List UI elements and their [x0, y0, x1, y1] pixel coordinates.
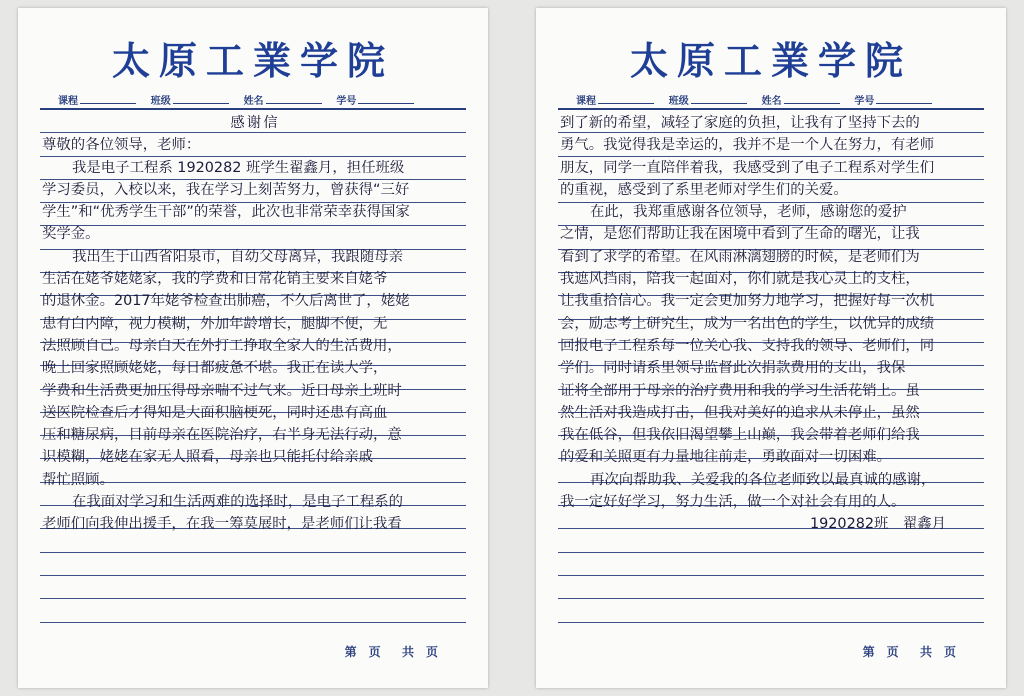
signature-line: 1920282班 翟鑫月: [809, 516, 946, 533]
text-line: 奖学金。: [42, 226, 100, 243]
field-name-blank: [784, 94, 840, 104]
text-line: 朋友，同学一直陪伴着我，我感受到了电子工程系对学生们: [560, 159, 935, 176]
text-line: 我一定好好学习，努力生活，做一个对社会有用的人。: [560, 494, 906, 511]
field-student-id-blank: [876, 94, 932, 104]
field-name-blank: [266, 94, 322, 104]
field-class-blank: [691, 94, 747, 104]
field-name-label: 姓名: [761, 96, 782, 107]
letter-page-1: [18, 8, 488, 688]
text-line: 在此，我郑重感谢各位领导，老师，感谢您的爱护: [590, 204, 907, 221]
letter-page-2: [536, 8, 1006, 688]
text-line: 在我面对学习和生活两难的选择时，是电子工程系的: [72, 494, 403, 511]
text-line: 法照顾自己。母亲白天在外打工挣取全家人的生活费用，: [42, 337, 402, 354]
page-number-footer: 第 页 共 页: [344, 645, 438, 659]
text-line: 我是电子工程系 1920282 班学生翟鑫月，担任班级: [72, 159, 405, 176]
letter-body: [560, 112, 986, 536]
text-line: 我遮风挡雨，陪我一起面对，你们就是我心灵上的支柱，: [560, 271, 920, 288]
letter-title: 感谢信: [230, 115, 280, 131]
text-line: 老师们向我伸出援手，在我一筹莫展时，是老师们让我看: [42, 516, 402, 533]
field-name-label: 姓名: [243, 96, 264, 107]
field-class-label: 班级: [150, 96, 171, 107]
text-line: 患有白内障，视力模糊，外加年龄增长，腿脚不便，无: [42, 315, 388, 332]
field-class-label: 班级: [668, 96, 689, 107]
salutation: 尊敬的各位领导，老师：: [42, 137, 201, 154]
text-line: 我出生于山西省阳泉市，自幼父母离异，我跟随母亲: [72, 248, 403, 265]
text-line: 生活在姥爷姥姥家，我的学费和日常花销主要来自姥爷: [42, 271, 388, 288]
text-line: 学费和生活费更加压得母亲喘不过气来。近日母亲上班时: [42, 382, 402, 399]
header-fields: [576, 92, 976, 107]
field-course-label: 课程: [58, 96, 78, 107]
text-line: 晚上回家照顾姥姥，每日都疲惫不堪。我正在读大学，: [42, 360, 388, 377]
text-line: 送医院检查后才得知是大面积脑梗死，同时还患有高血: [42, 404, 388, 421]
field-course-label: 课程: [576, 96, 596, 107]
letter-body: [42, 112, 468, 536]
text-line: 学们。同时请系里领导监督此次捐款费用的支出，我保: [560, 360, 906, 377]
school-name-heading: 太原工業学院: [111, 38, 394, 83]
field-course-blank: [598, 94, 654, 104]
text-line: 我在低谷，但我依旧渴望攀上山巅，我会带着老师们给我: [560, 427, 920, 444]
text-line: 学习委员，入校以来，我在学习上刻苦努力，曾获得“三好: [42, 181, 410, 198]
field-student-id-label: 学号: [336, 96, 357, 107]
text-line: 回报电子工程系每一位关心我、支持我的领导、老师们，同: [560, 337, 935, 354]
field-student-id-blank: [358, 94, 414, 104]
school-name-heading: 太原工業学院: [629, 38, 912, 83]
text-line: 学生”和“优秀学生干部”的荣誉，此次也非常荣幸获得国家: [42, 204, 410, 221]
field-course-blank: [80, 94, 136, 104]
text-line: 到了新的希望，减轻了家庭的负担，让我有了坚持下去的: [560, 115, 920, 131]
text-line: 的爱和关照更有力量地往前走，勇敢面对一切困难。: [560, 449, 891, 466]
text-line: 证将全部用于母亲的治疗费用和我的学习生活花销上。虽: [560, 382, 920, 399]
text-line: 让我重拾信心。我一定会更加努力地学习，把握好每一次机: [560, 293, 935, 310]
text-line: 会，励志考上研究生，成为一名出色的学生，以优异的成绩: [560, 315, 935, 332]
field-class-blank: [173, 94, 229, 104]
header-fields: [58, 92, 458, 107]
page-number-footer: 第 页 共 页: [862, 645, 956, 659]
text-line: 识模糊，姥姥在家无人照看，母亲也只能托付给亲戚: [42, 449, 373, 466]
text-line: 之情，是您们帮助让我在困境中看到了生命的曙光，让我: [560, 226, 920, 243]
field-student-id-label: 学号: [854, 96, 875, 107]
text-line: 帮忙照顾。: [42, 471, 114, 488]
text-line: 看到了求学的希望。在风雨淋漓翅膀的时候，是老师们为: [560, 248, 920, 265]
text-line: 勇气。我觉得我是幸运的，我并不是一个人在努力，有老师: [560, 137, 935, 154]
text-line: 再次向帮助我、关爱我的各位老师致以最真诚的感谢，: [590, 471, 936, 488]
text-line: 的重视，感受到了系里老师对学生们的关爱。: [560, 181, 848, 198]
text-line: 然生活对我造成打击，但我对美好的追求从未停止，虽然: [560, 404, 920, 421]
text-line: 的退休金。2017年姥爷检查出肺癌，不久后离世了，姥姥: [42, 293, 410, 310]
text-line: 压和糖尿病，目前母亲在医院治疗，右半身无法行动，意: [42, 427, 402, 444]
